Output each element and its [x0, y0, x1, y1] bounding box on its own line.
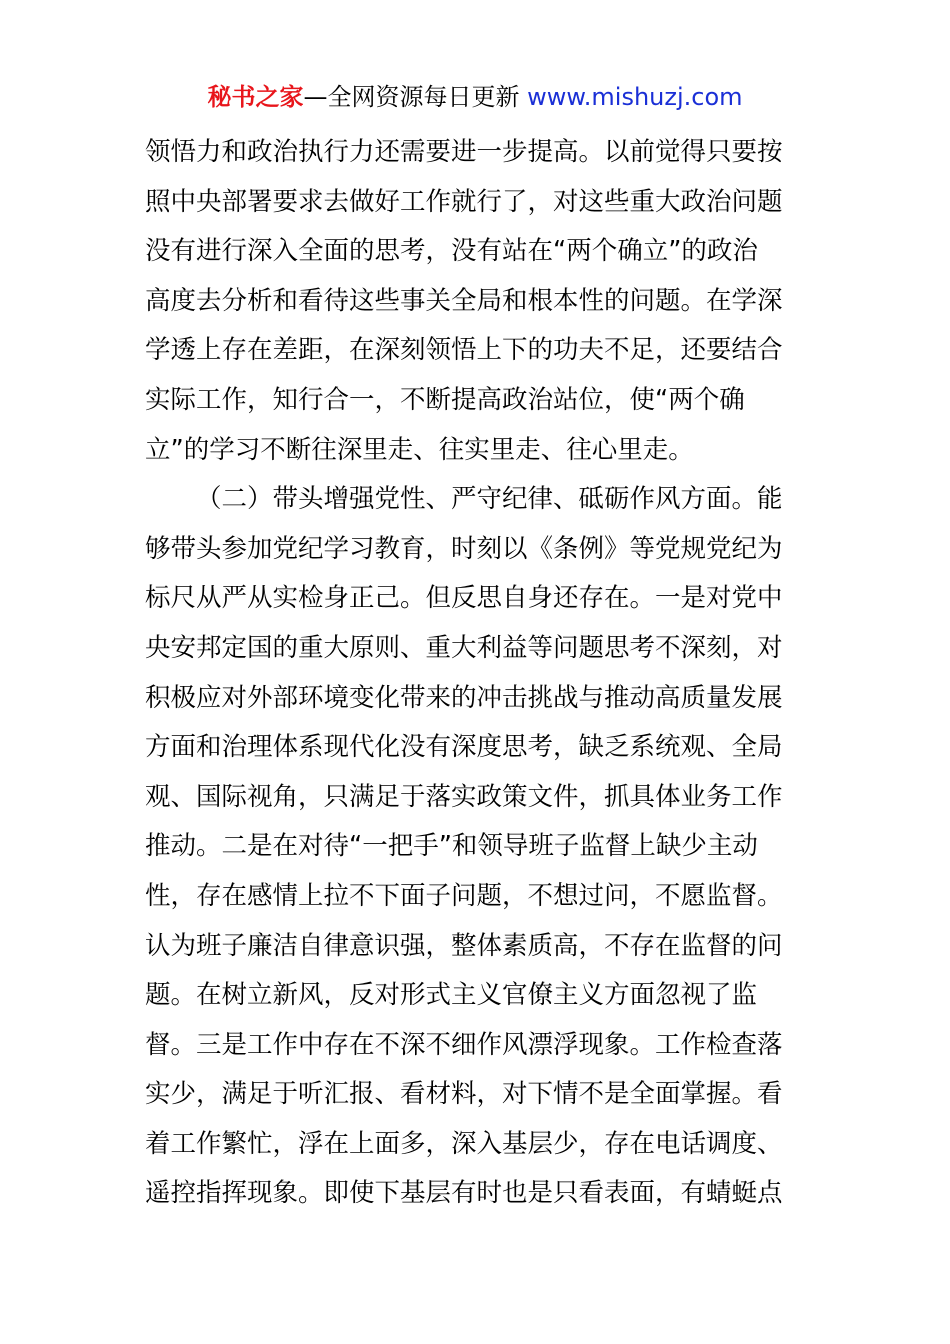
text-line: 标尺从严从实检身正己。但反思自身还存在。一是对党中 [145, 583, 783, 614]
page-header [0, 80, 950, 114]
text-line: 够带头参加党纪学习教育，时刻以《条例》等党规党纪为 [145, 533, 783, 564]
text-line: 没有进行深入全面的思考，没有站在“两个确立”的政治 [145, 236, 758, 267]
text-line: 实际工作，知行合一，不断提高政治站位，使“两个确 [145, 384, 745, 415]
header-tagline: —全网资源每日更新 [303, 83, 520, 111]
text-line: 性，存在感情上拉不下面子问题，不想过问，不愿监督。 [145, 880, 783, 911]
brand-name: 秘书之家 [207, 83, 304, 111]
text-line: 领悟力和政治执行力还需要进一步提高。以前觉得只要按 [145, 137, 783, 167]
text-line: 观、国际视角，只满足于落实政策文件，抓具体业务工作 [145, 781, 783, 812]
text-line: 高度去分析和看待这些事关全局和根本性的问题。在学深 [145, 285, 783, 316]
text-line: 照中央部署要求去做好工作就行了，对这些重大政治问题 [145, 186, 783, 217]
text-line: 积极应对外部环境变化带来的冲击挑战与推动高质量发展 [145, 682, 783, 713]
text-line: 遥控指挥现象。即使下基层有时也是只看表面，有蜻蜓点 [145, 1178, 783, 1209]
text-line: 推动。二是在对待“一把手”和领导班子监督上缺少主动 [145, 831, 758, 862]
text-line: 题。在树立新风，反对形式主义官僚主义方面忽视了监 [145, 980, 758, 1011]
text-line: 着工作繁忙，浮在上面多，深入基层少，存在电话调度、 [145, 1128, 783, 1159]
text-line: 央安邦定国的重大原则、重大利益等问题思考不深刻，对 [145, 632, 783, 663]
text-line: 认为班子廉洁自律意识强，整体素质高，不存在监督的问 [145, 930, 783, 961]
text-line: 立”的学习不断往深里走、往实里走、往心里走。 [145, 434, 694, 465]
text-line: 学透上存在差距，在深刻领悟上下的功夫不足，还要结合 [145, 335, 783, 366]
text-line: 督。三是工作中存在不深不细作风漂浮现象。工作检查落 [145, 1029, 783, 1060]
text-line: 实少，满足于听汇报、看材料，对下情不是全面掌握。看 [145, 1079, 783, 1110]
text-line: 方面和治理体系现代化没有深度思考，缺乏系统观、全局 [145, 732, 783, 763]
section-heading-line: （二）带头增强党性、严守纪律、砥砺作风方面。能 [196, 484, 783, 515]
document-body [145, 128, 815, 1219]
site-url: www.mishuzj.com [519, 83, 743, 111]
